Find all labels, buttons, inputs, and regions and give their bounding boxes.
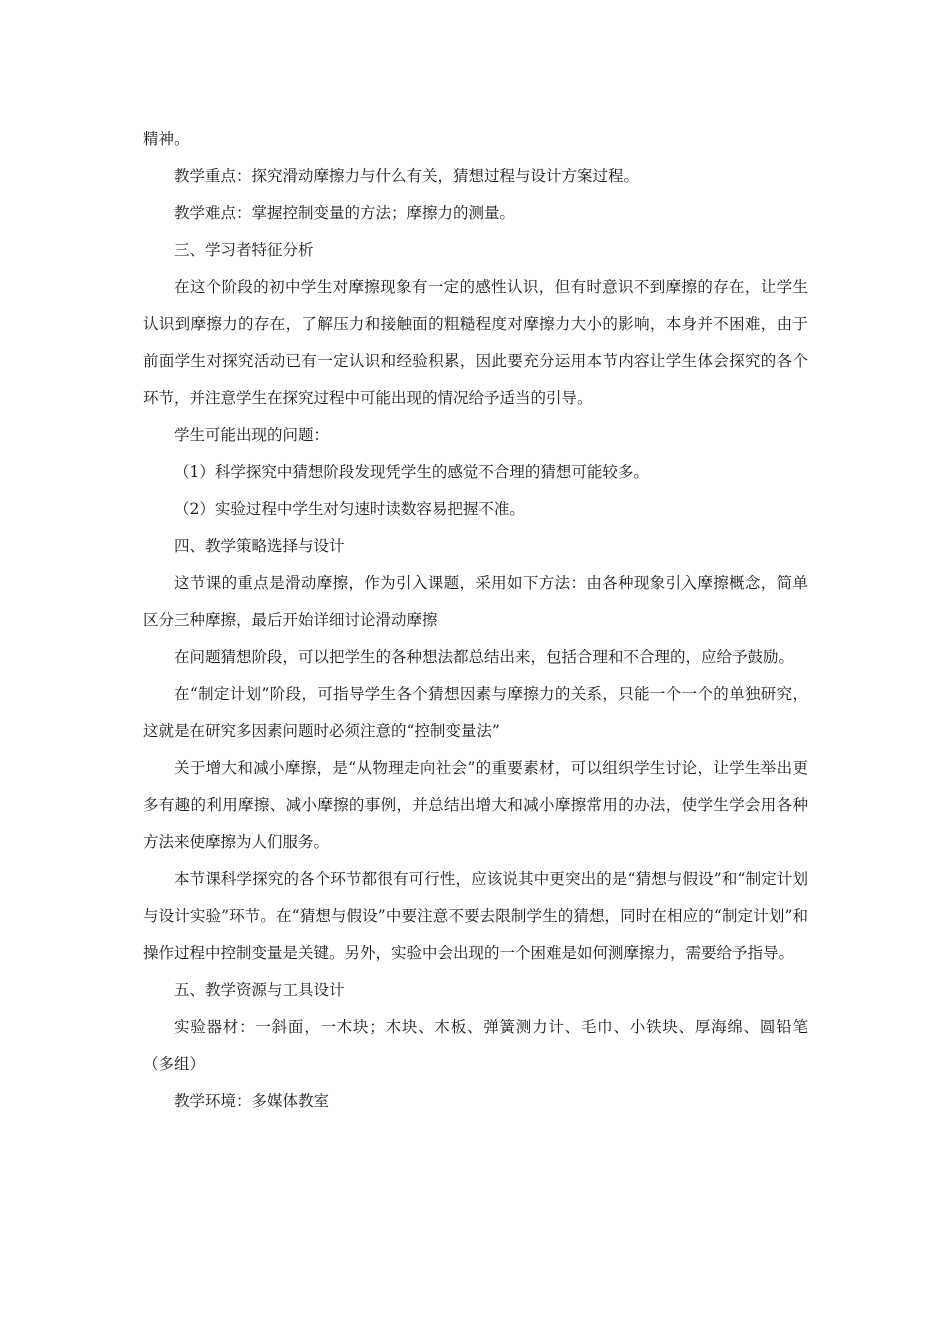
section-heading-resources: 五、教学资源与工具设计 — [174, 981, 345, 999]
teaching-environment: 教学环境：多媒体教室 — [174, 1092, 330, 1110]
problem-item-1: （1）科学探究中猜想阶段发现凭学生的感觉不合理的猜想可能较多。 — [174, 463, 649, 481]
possible-problems-label: 学生可能出现的问题： — [174, 426, 330, 444]
strategy-paragraph-4: 关于增大和减小摩擦，是“从物理走向社会”的重要素材，可以组织学生讨论，让学生举出更多有趣的利用摩擦、减小摩擦的事例，并总结出增大和减小摩擦常用的办法，使学生学会用各种方法来使摩擦为人们服务。 — [143, 759, 808, 851]
section-heading-learner-analysis: 三、学习者特征分析 — [174, 241, 314, 259]
teaching-key-point: 教学重点：探究滑动摩擦力与什么有关，猜想过程与设计方案过程。 — [174, 167, 640, 185]
section-heading-strategy: 四、教学策略选择与设计 — [174, 537, 345, 555]
experiment-equipment: 实验器材：一斜面，一木块；木块、木板、弹簧测力计、毛巾、小铁块、厚海绵、圆铅笔（多组） — [143, 1018, 808, 1073]
learner-analysis-paragraph: 在这个阶段的初中学生对摩擦现象有一定的感性认识，但有时意识不到摩擦的存在，让学生认识到摩擦力的存在，了解压力和接触面的粗糙程度对摩擦力大小的影响，本身并不困难，由于前面学生对探究活动已有一定认识和经验积累，因此要充分运用本节内容让学生体会探究的各个环节，并注意学生在探究过程中可能出现的情况给予适当的引导。 — [143, 278, 808, 407]
document-body — [143, 121, 808, 1120]
strategy-paragraph-2: 在问题猜想阶段，可以把学生的各种想法都总结出来，包括合理和不合理的，应给予鼓励。 — [174, 648, 795, 666]
paragraph-continuation: 精神。 — [143, 130, 190, 148]
teaching-difficulty: 教学难点：掌握控制变量的方法；摩擦力的测量。 — [174, 204, 516, 222]
problem-item-2: （2）实验过程中学生对匀速时读数容易把握不准。 — [174, 500, 525, 518]
strategy-paragraph-1: 这节课的重点是滑动摩擦，作为引入课题，采用如下方法：由各种现象引入摩擦概念，简单区分三种摩擦，最后开始详细讨论滑动摩擦 — [143, 574, 808, 629]
strategy-paragraph-3: 在“制定计划”阶段，可指导学生各个猜想因素与摩擦力的关系，只能一个一个的单独研究，这就是在研究多因素问题时必须注意的“控制变量法” — [143, 685, 808, 740]
strategy-paragraph-5: 本节课科学探究的各个环节都很有可行性，应该说其中更突出的是“猜想与假设”和“制定计划与设计实验”环节。在“猜想与假设”中要注意不要去限制学生的猜想，同时在相应的“制定计划”和操作过程中控制变量是关键。另外，实验中会出现的一个困难是如何测摩擦力，需要给予指导。 — [143, 870, 808, 962]
